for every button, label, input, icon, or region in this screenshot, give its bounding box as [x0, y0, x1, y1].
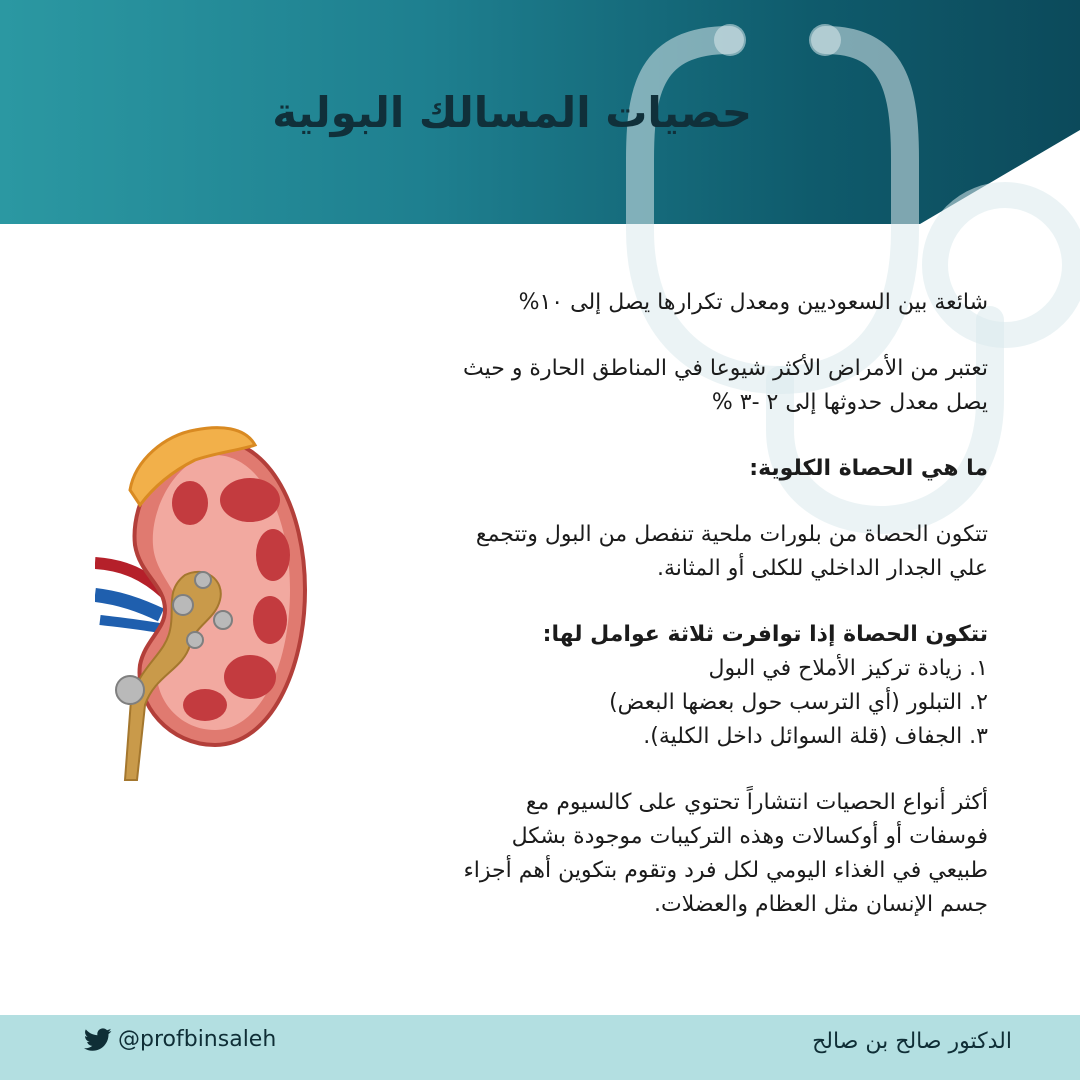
twitter-handle: @profbinsaleh	[118, 1027, 277, 1052]
list-item: ٣. الجفاف (قلة السوائل داخل الكلية).	[643, 724, 988, 749]
twitter-icon	[84, 1028, 112, 1052]
intro-text: شائعة بين السعوديين ومعدل تكرارها يصل إلى ١٠%	[518, 290, 988, 315]
author-name: الدكتور صالح بن صالح	[812, 1029, 1012, 1054]
list-item: ١. زيادة تركيز الأملاح في البول	[708, 656, 988, 681]
prevalence-line-1: تعتبر من الأمراض الأكثر شيوعا في المناطق الحارة و حيث	[462, 356, 988, 381]
composition-line-2: فوسفات أو أوكسالات وهذه التركيبات موجودة بشكل	[511, 824, 988, 849]
list-item: ٢. التبلور (أي الترسب حول بعضها البعض)	[609, 690, 988, 715]
twitter-handle-link[interactable]	[84, 1027, 276, 1052]
composition-line-4: جسم الإنسان مثل العظام والعضلات.	[654, 892, 988, 917]
question-heading-2: تتكون الحصاة إذا توافرت ثلاثة عوامل لها:	[542, 622, 988, 647]
factors-list	[338, 652, 988, 754]
definition-line-1: تتكون الحصاة من بلورات ملحية تنفصل من البول وتتجمع	[475, 522, 988, 547]
footer-bar	[0, 1015, 1080, 1080]
definition-line-2: علي الجدار الداخلي للكلى أو المثانة.	[657, 556, 988, 581]
content-block	[338, 286, 988, 922]
page-title: حصيات المسالك البولية	[272, 88, 752, 137]
composition-line-1: أكثر أنواع الحصيات انتشاراً تحتوي على كالسيوم مع	[525, 790, 988, 815]
kidney-illustration	[95, 415, 310, 785]
prevalence-line-2: يصل معدل حدوثها إلى ٢ -٣ %	[711, 390, 988, 415]
composition-line-3: طبيعي في الغذاء اليومي لكل فرد وتقوم بتكوين أهم أجزاء	[463, 858, 988, 883]
question-heading-1: ما هي الحصاة الكلوية:	[749, 456, 988, 481]
